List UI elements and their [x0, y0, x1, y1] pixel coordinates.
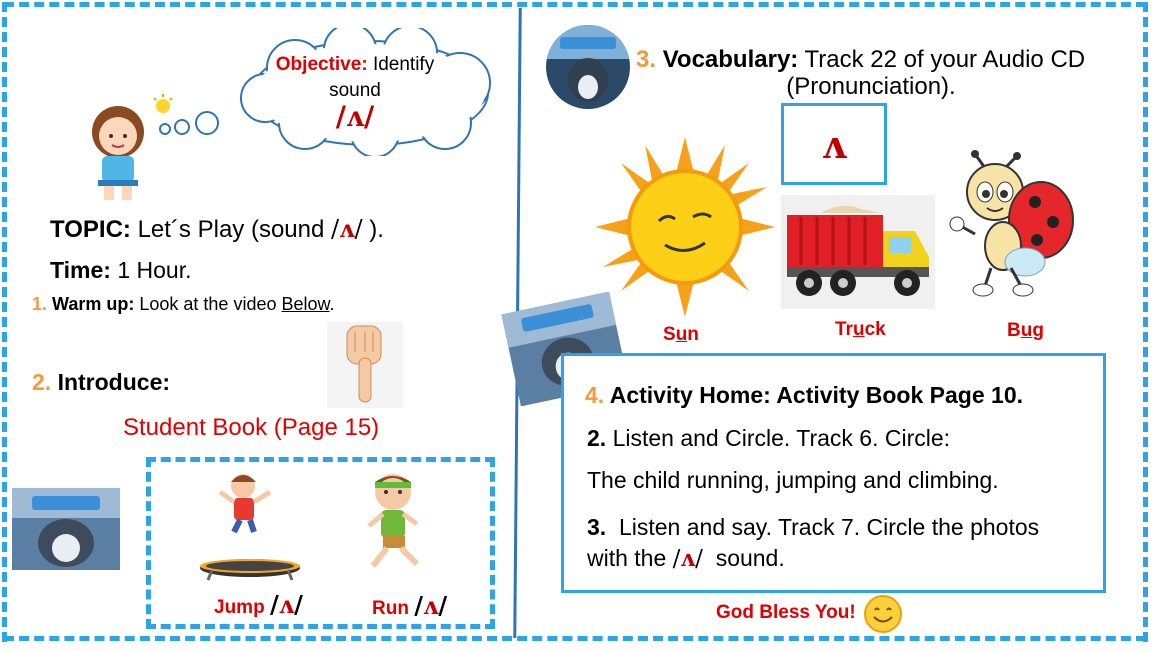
objective-ipa: /ʌ/ [335, 100, 375, 133]
truck-label: Truck [835, 319, 886, 340]
time-label: Time: [50, 257, 111, 283]
objective-label: Objective: [275, 54, 368, 75]
objective-value-2: sound [329, 80, 381, 101]
frame-right [1143, 2, 1148, 642]
objective-value: Identify [372, 54, 435, 75]
run-ipa: ʌ [422, 591, 439, 620]
activity-line-3: The child running, jumping and climbing. [587, 467, 999, 493]
sun-label: Sun [663, 324, 699, 345]
objective-text [255, 52, 455, 134]
smiley-icon [863, 594, 903, 634]
warmup-line: 1. Warm up: Look at the video Below. [32, 294, 335, 314]
video-thumbnail-left[interactable] [12, 488, 120, 570]
ipa-symbol-box [781, 103, 887, 185]
introduce-label: Introduce: [57, 369, 171, 395]
truck-icon [781, 195, 935, 309]
frame-bottom [4, 636, 1146, 641]
vocabulary-text-2: (Pronunciation). [786, 73, 956, 100]
frame-top [4, 2, 1146, 7]
warmup-label: Warm up: [52, 294, 135, 314]
activity-title-text: Activity Home: Activity Book Page 10. [609, 382, 1024, 408]
bug-label: Bug [1007, 320, 1044, 341]
warmup-number: 1. [32, 294, 48, 314]
warmup-text: Look at the video [139, 294, 277, 314]
thought-bubbles [155, 105, 225, 140]
warmup-below: Below [281, 294, 330, 314]
activity-title [585, 382, 1023, 409]
ladybug-icon [945, 150, 1075, 300]
activity-line-2: 2. Listen and Circle. Track 6. Circle: [587, 425, 951, 451]
introduce-number: 2. [32, 369, 52, 395]
topic-text: Let´s Play (sound [137, 216, 325, 243]
topic-line: TOPIC: Let´s Play (sound /ʌ/ ). [50, 214, 384, 243]
running-boy-icon [355, 470, 435, 582]
activity-line-4: 3. Listen and say. Track 7. Circle the photos with the /ʌ/ sound. [587, 514, 1040, 572]
god-bless-text: God Bless You! [716, 602, 856, 623]
student-book-link[interactable]: Student Book (Page 15) [123, 414, 380, 441]
jump-ipa: ʌ [278, 590, 295, 619]
topic-end: ). [369, 216, 384, 243]
time-line [50, 257, 191, 284]
vocabulary-number: 3. [636, 46, 657, 73]
activity-ipa: ʌ [680, 545, 696, 572]
jumping-boy-icon [198, 470, 308, 582]
frame-left [2, 2, 7, 642]
ipa-symbol: ʌ [821, 122, 847, 167]
vocabulary-label: Vocabulary: [662, 46, 799, 73]
activity-number: 4. [585, 382, 605, 408]
run-label: Run /ʌ/ [372, 591, 448, 620]
sun-icon [595, 137, 775, 317]
topic-ipa: ʌ [339, 214, 355, 243]
vocabulary-text: Track 22 of your Audio CD [804, 46, 1086, 73]
introduce-line [32, 369, 170, 396]
topic-label: TOPIC: [50, 216, 131, 243]
time-value: 1 Hour. [117, 257, 192, 283]
pointing-hand-icon [327, 322, 403, 408]
jump-label: Jump /ʌ/ [214, 590, 303, 619]
vocabulary-line [636, 46, 1126, 100]
